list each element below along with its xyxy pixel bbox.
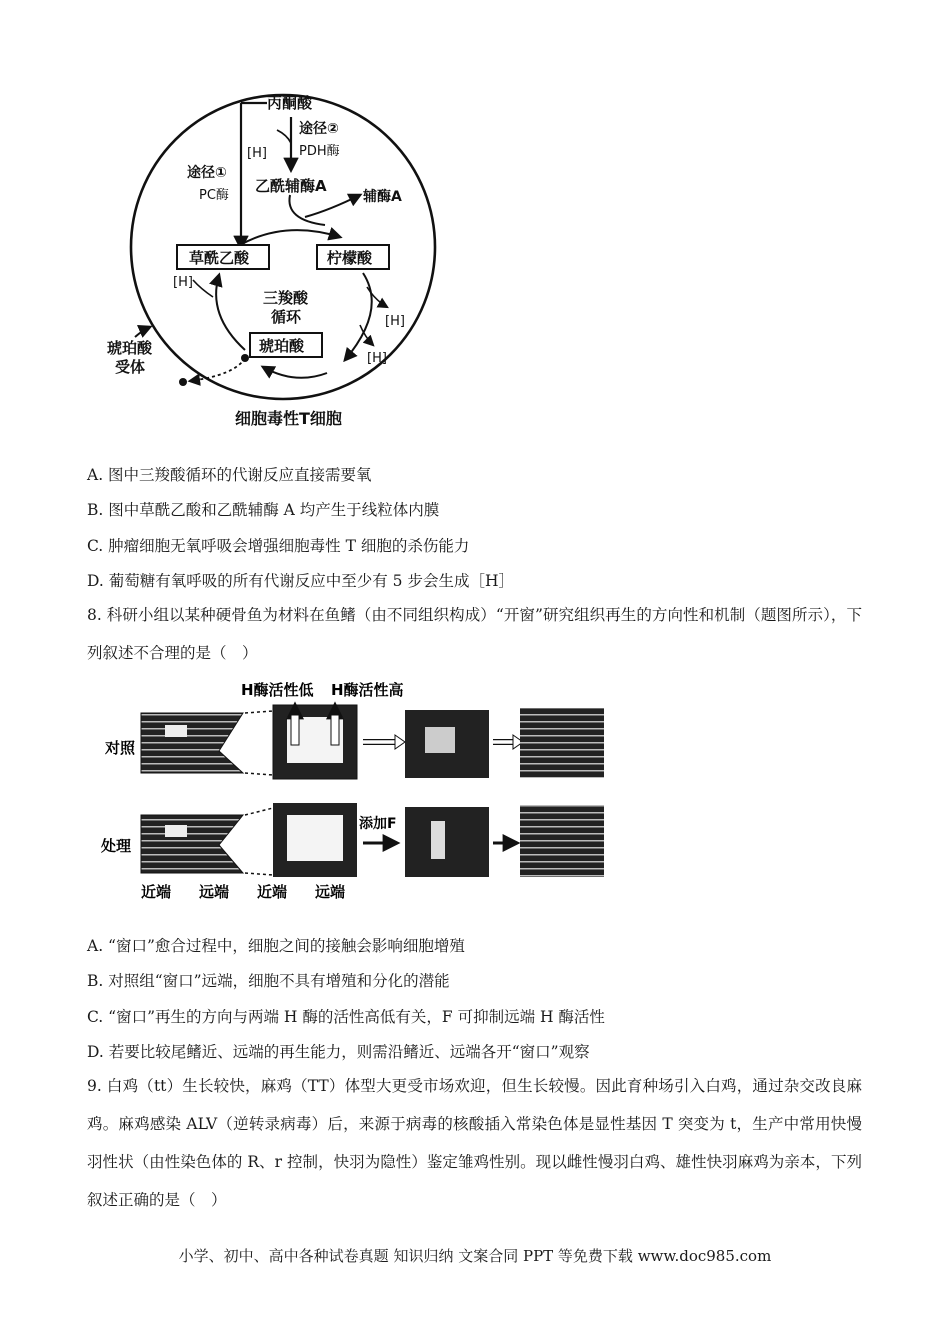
distal-label: 远端 [199, 883, 230, 901]
q8-stem: 8. 科研小组以某种硬骨鱼为材料在鱼鳍（由不同组织构成）“开窗”研究组织再生的方向性和机制（题图所示），下列叙述不合理的是（ ） [87, 606, 862, 662]
q7-option-b: B. 图中草酰乙酸和乙酰辅酶 A 均产生于线粒体内膜 [87, 501, 440, 519]
q8-option-a: A. “窗口”愈合过程中，细胞之间的接触会影响细胞增殖 [87, 937, 465, 955]
q8-option-d: D. 若要比较尾鳍近、远端的再生能力，则需沿鳍近、远端各开“窗口”观察 [87, 1043, 590, 1061]
oxaloacetate-label: 草酰乙酸 [189, 249, 250, 267]
tca-right-arc [345, 273, 372, 360]
coa-label: 辅酶A [363, 189, 402, 205]
cell-label: 细胞毒性T细胞 [235, 409, 342, 428]
pyruvate-label: 丙酮酸 [267, 94, 313, 112]
h-low-label: H酶活性低 [241, 681, 314, 699]
tca-label: 循环 [271, 308, 302, 326]
tca-label: 三羧酸 [263, 289, 309, 307]
q8-option-b: B. 对照组“窗口”远端，细胞不具有增殖和分化的潜能 [87, 972, 450, 990]
pc-label: PC酶 [199, 188, 229, 203]
tca-bottom-arc [263, 367, 327, 378]
acetyl-coa-label: 乙酰辅酶A [255, 177, 327, 195]
succinate-label: 琥珀酸 [259, 337, 305, 355]
receptor-label: 受体 [115, 358, 146, 376]
pathway2-label: 途径② [299, 121, 339, 137]
h-label: [H] [173, 275, 193, 290]
tca-cycle-figure [95, 75, 455, 440]
pathway1-label: 途径① [187, 165, 227, 181]
citrate-label: 柠檬酸 [327, 249, 373, 267]
treatment-label: 处理 [101, 837, 132, 855]
h-label: [H] [385, 314, 405, 329]
q7-option-a: A. 图中三羧酸循环的代谢反应直接需要氧 [87, 466, 372, 484]
page-footer: 小学、初中、高中各种试卷真题 知识归纳 文案合同 PPT 等免费下载 www.doc985.com [178, 1247, 772, 1265]
tca-left-arc [216, 275, 245, 350]
h-label: [H] [367, 351, 387, 366]
distal-label: 远端 [315, 883, 346, 901]
proximal-label: 近端 [141, 883, 172, 901]
add-f-label: 添加F [359, 816, 397, 832]
q8-option-c: C. “窗口”再生的方向与两端 H 酶的活性高低有关，F 可抑制远端 H 酶活性 [87, 1008, 605, 1026]
q9-stem: 9. 白鸡（tt）生长较快，麻鸡（TT）体型大更受市场欢迎，但生长较慢。因此育种场引入白鸡，通过杂交改良麻鸡。麻鸡感染 ALV（逆转录病毒）后，来源于病毒的核酸插入常染色体是显性基因 T 突变为 t，生产中常用快慢羽性状（由性染色体的 R、r 控制，快羽为隐性）鉴定雏鸡性别。现以雌性慢羽白鸡、雄性快羽麻鸡为亲本，下列叙述正确的是（ ） [87, 1077, 862, 1209]
pdh-label: PDH酶 [299, 144, 340, 159]
succinate-export-arrow [190, 358, 245, 381]
h-high-label: H酶活性高 [331, 681, 404, 699]
q7-option-d: D. 葡萄糖有氧呼吸的所有代谢反应中至少有 5 步会生成［H］ [87, 572, 514, 590]
receptor-label: 琥珀酸 [107, 339, 153, 357]
acetyl-to-citrate-arrow [289, 195, 325, 225]
proximal-label: 近端 [257, 883, 288, 901]
control-label: 对照 [105, 739, 136, 757]
h-label: [H] [247, 146, 267, 161]
treatment-row [141, 803, 604, 877]
control-row [141, 705, 604, 779]
fin-regeneration-figure [95, 675, 615, 910]
q7-option-c: C. 肿瘤细胞无氧呼吸会增强细胞毒性 T 细胞的杀伤能力 [87, 537, 470, 555]
